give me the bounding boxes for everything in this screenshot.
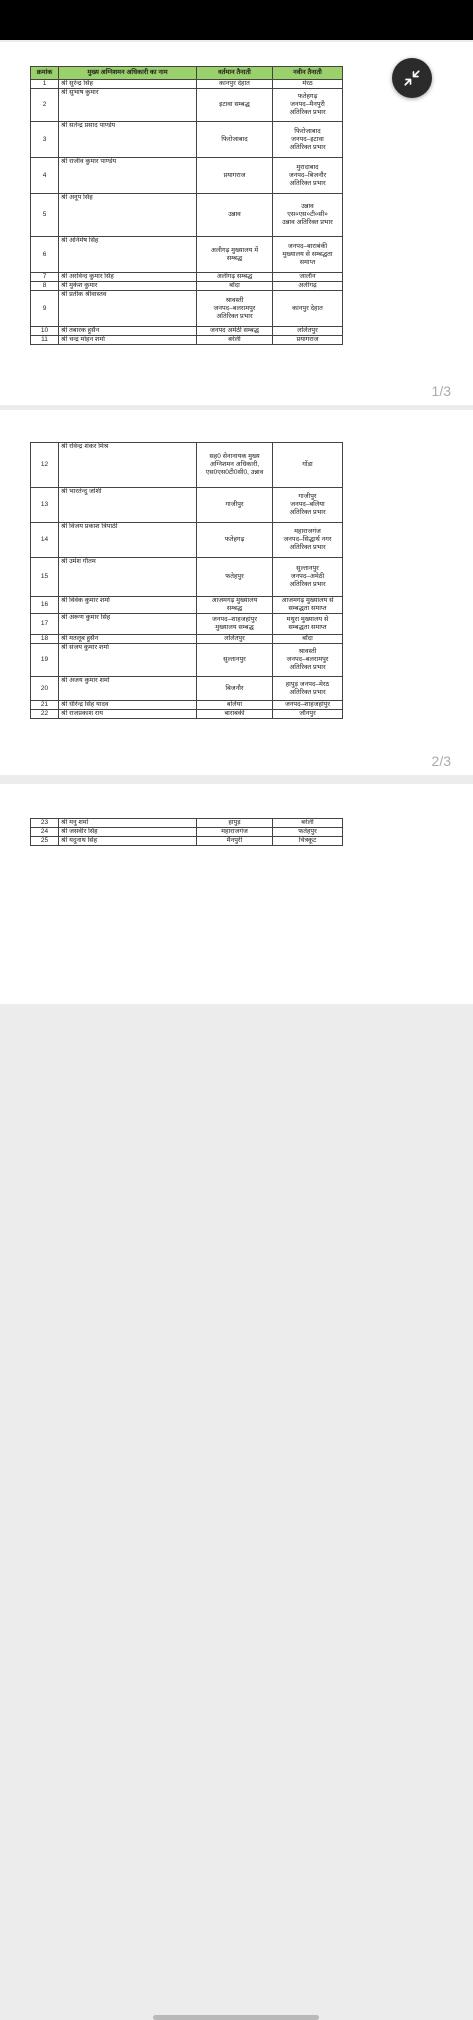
table-row	[31, 828, 343, 837]
serial-cell: 16	[31, 597, 59, 614]
serial-cell: 4	[31, 158, 59, 194]
table-row	[31, 122, 343, 158]
table-row	[31, 635, 343, 644]
current-posting-cell: श्रावस्ती जनपद–बलरामपुर अतिरिक्त प्रभार	[197, 291, 273, 327]
new-posting-cell: कानपुर देहात	[273, 291, 343, 327]
current-posting-cell: बाँदा	[197, 282, 273, 291]
table-row	[31, 158, 343, 194]
transfer-table-page-1	[30, 66, 343, 345]
current-posting-cell: कानपुर देहात	[197, 80, 273, 89]
header-serial: क्रमांक	[31, 67, 59, 80]
table-row	[31, 80, 343, 89]
table-row	[31, 837, 343, 846]
new-posting-cell: हापुड़ जनपद–मेरठ अतिरिक्त प्रभार	[273, 677, 343, 701]
officer-name-cell: श्री उमेश गौतम	[59, 558, 197, 597]
current-posting-cell: जनपद अमेठी सम्बद्ध	[197, 327, 273, 336]
header-officer-name: मुख्य अग्निशमन अधिकारी का नाम	[59, 67, 197, 80]
new-posting-cell: जालौन	[273, 273, 343, 282]
serial-cell: 3	[31, 122, 59, 158]
header-new-posting: नवीन तैनाती	[273, 67, 343, 80]
bottom-navigation-area	[0, 1004, 473, 1024]
header-current-posting: वर्तमान तैनाती	[197, 67, 273, 80]
new-posting-cell: फतेहगढ़ जनपद–मैनपुरी अतिरिक्त प्रभार	[273, 89, 343, 122]
officer-name-cell: श्री संजय कुमार शर्मा	[59, 644, 197, 677]
current-posting-cell: गाजीपुर	[197, 488, 273, 523]
current-posting-cell: बरेली	[197, 336, 273, 345]
serial-cell: 24	[31, 828, 59, 837]
officer-name-cell: श्री रविन्द्र शंकर मिश्र	[59, 443, 197, 488]
new-posting-cell: गोंडा	[273, 443, 343, 488]
officer-name-cell: श्री मुकेश कुमार	[59, 282, 197, 291]
new-posting-cell: मथुरा मुख्यालय से सम्बद्धता समाप्त	[273, 614, 343, 635]
serial-cell: 22	[31, 710, 59, 719]
current-posting-cell: बलिया	[197, 701, 273, 710]
document-page-1[interactable]	[0, 42, 473, 405]
serial-cell: 9	[31, 291, 59, 327]
page-number-label: 1/3	[431, 383, 451, 399]
new-posting-cell: बरेली	[273, 819, 343, 828]
table-row	[31, 194, 343, 237]
serial-cell: 12	[31, 443, 59, 488]
new-posting-cell: बाँदा	[273, 635, 343, 644]
serial-cell: 6	[31, 237, 59, 273]
current-posting-cell: सुल्तानपुर	[197, 644, 273, 677]
table-row	[31, 327, 343, 336]
table-row	[31, 614, 343, 635]
table-row	[31, 597, 343, 614]
serial-cell: 10	[31, 327, 59, 336]
officer-name-cell: श्री भारतेन्दु जोशी	[59, 488, 197, 523]
table-row	[31, 282, 343, 291]
current-posting-cell: प्रयागराज	[197, 158, 273, 194]
table-row	[31, 443, 343, 488]
current-posting-cell: मैनपुरी	[197, 837, 273, 846]
table-row	[31, 336, 343, 345]
officer-name-cell: श्री यदुनाथ सिंह	[59, 837, 197, 846]
current-posting-cell: जनपद–शाहजहांपुर मुख्यालय सम्बद्ध	[197, 614, 273, 635]
home-indicator-bar[interactable]	[153, 2015, 319, 2020]
table-row	[31, 677, 343, 701]
officer-name-cell: श्री विजय प्रकाश त्रिपाठी	[59, 523, 197, 558]
current-posting-cell: सह0 सेनानायक मुख्य अग्निशमन अधिकारी, एस0एस0टी0सी0, उन्नाव	[197, 443, 273, 488]
serial-cell: 7	[31, 273, 59, 282]
serial-cell: 18	[31, 635, 59, 644]
officer-name-cell: श्री अनूप सिंह	[59, 194, 197, 237]
table-row	[31, 237, 343, 273]
transfer-table-page-3	[30, 818, 343, 846]
new-posting-cell: जौनपुर	[273, 710, 343, 719]
document-page-3[interactable]	[0, 784, 473, 1004]
current-posting-cell: बिजनौर	[197, 677, 273, 701]
serial-cell: 19	[31, 644, 59, 677]
table-row	[31, 273, 343, 282]
top-status-bar	[0, 0, 473, 40]
officer-name-cell: श्री विवेक कुमार शर्मा	[59, 597, 197, 614]
new-posting-cell: सुल्तानपुर जनपद–अमेठी अतिरिक्त प्रभार	[273, 558, 343, 597]
serial-cell: 23	[31, 819, 59, 828]
serial-cell: 11	[31, 336, 59, 345]
officer-name-cell: श्री अजय कुमार शर्मा	[59, 677, 197, 701]
serial-cell: 1	[31, 80, 59, 89]
serial-cell: 5	[31, 194, 59, 237]
officer-name-cell: श्री अरूण कुमार सिंह	[59, 614, 197, 635]
officer-name-cell: श्री राजप्रकाश राय	[59, 710, 197, 719]
new-posting-cell: जनपद–बाराबंकी मुख्यालय से सम्बद्धता समाप्त	[273, 237, 343, 273]
new-posting-cell: फतेहपुर	[273, 828, 343, 837]
officer-name-cell: श्री सुभाष कुमार	[59, 89, 197, 122]
collapse-arrows-icon	[403, 69, 421, 87]
serial-cell: 13	[31, 488, 59, 523]
table-row	[31, 89, 343, 122]
serial-cell: 25	[31, 837, 59, 846]
new-posting-cell: ललितपुर	[273, 327, 343, 336]
officer-name-cell: श्री सतेन्द्र प्रसाद पाण्डेय	[59, 122, 197, 158]
new-posting-cell: मुरादाबाद जनपद–बिजनौर अतिरिक्त प्रभार	[273, 158, 343, 194]
table-row	[31, 701, 343, 710]
current-posting-cell: इटावा सम्बद्ध	[197, 89, 273, 122]
new-posting-cell: महाराजगंज जनपद–सिद्धार्थ नगर अतिरिक्त प्रभार	[273, 523, 343, 558]
table-row	[31, 644, 343, 677]
serial-cell: 2	[31, 89, 59, 122]
serial-cell: 17	[31, 614, 59, 635]
new-posting-cell: उन्नाव एस०एस०टी०सी० उन्नाव अतिरिक्त प्रभार	[273, 194, 343, 237]
current-posting-cell: अलीगढ़ सम्बद्ध	[197, 273, 273, 282]
officer-name-cell: श्री मतलूब हुसैन	[59, 635, 197, 644]
current-posting-cell: महाराजगंज	[197, 828, 273, 837]
officer-name-cell: श्री प्रतीक श्रीवास्तव	[59, 291, 197, 327]
officer-name-cell: श्री धीरेन्द्र सिंह यादव	[59, 701, 197, 710]
current-posting-cell: उन्नाव	[197, 194, 273, 237]
new-posting-cell: गाजीपुर जनपद–बलिया अतिरिक्त प्रभार	[273, 488, 343, 523]
current-posting-cell: आजमगढ़ मुख्यालय सम्बद्ध	[197, 597, 273, 614]
table-row	[31, 488, 343, 523]
new-posting-cell: आजमगढ़ मुख्यालय से सम्बद्धता समाप्त	[273, 597, 343, 614]
table-header-row	[31, 67, 343, 80]
serial-cell: 20	[31, 677, 59, 701]
serial-cell: 14	[31, 523, 59, 558]
serial-cell: 21	[31, 701, 59, 710]
new-posting-cell: अलीगढ़	[273, 282, 343, 291]
new-posting-cell: मेरठ	[273, 80, 343, 89]
officer-name-cell: श्री जसवीर सिंह	[59, 828, 197, 837]
current-posting-cell: फिरोजाबाद	[197, 122, 273, 158]
transfer-table-page-2	[30, 442, 343, 719]
collapse-fullscreen-button[interactable]	[392, 58, 432, 98]
officer-name-cell: श्री मनु शर्मा	[59, 819, 197, 828]
new-posting-cell: फिरोजाबाद जनपद–इटावा अतिरिक्त प्रभार	[273, 122, 343, 158]
table-row	[31, 710, 343, 719]
current-posting-cell: फतेहगढ़	[197, 523, 273, 558]
officer-name-cell: श्री अरविन्द कुमार सिंह	[59, 273, 197, 282]
officer-name-cell: श्री अनिमेष सिंह	[59, 237, 197, 273]
table-row	[31, 819, 343, 828]
table-row	[31, 523, 343, 558]
new-posting-cell: श्रावस्ती जनपद–बलरामपुर अतिरिक्त प्रभार	[273, 644, 343, 677]
officer-name-cell: श्री तबारक हुसैन	[59, 327, 197, 336]
current-posting-cell: बाराबंकी	[197, 710, 273, 719]
document-page-2[interactable]	[0, 410, 473, 775]
officer-name-cell: श्री चन्द्र मोहन शर्मा	[59, 336, 197, 345]
current-posting-cell: ललितपुर	[197, 635, 273, 644]
officer-name-cell: श्री राजीव कुमार पाण्डेय	[59, 158, 197, 194]
new-posting-cell: प्रयागराज	[273, 336, 343, 345]
current-posting-cell: हापुड़	[197, 819, 273, 828]
new-posting-cell: चित्रकूट	[273, 837, 343, 846]
current-posting-cell: अलीगढ़ मुख्यालय में सम्बद्ध	[197, 237, 273, 273]
officer-name-cell: श्री सुरेन्द्र सिंह	[59, 80, 197, 89]
current-posting-cell: फतेहपुर	[197, 558, 273, 597]
serial-cell: 8	[31, 282, 59, 291]
new-posting-cell: जनपद–शाहजहांपुर	[273, 701, 343, 710]
table-row	[31, 291, 343, 327]
serial-cell: 15	[31, 558, 59, 597]
page-number-label: 2/3	[431, 753, 451, 769]
table-row	[31, 558, 343, 597]
